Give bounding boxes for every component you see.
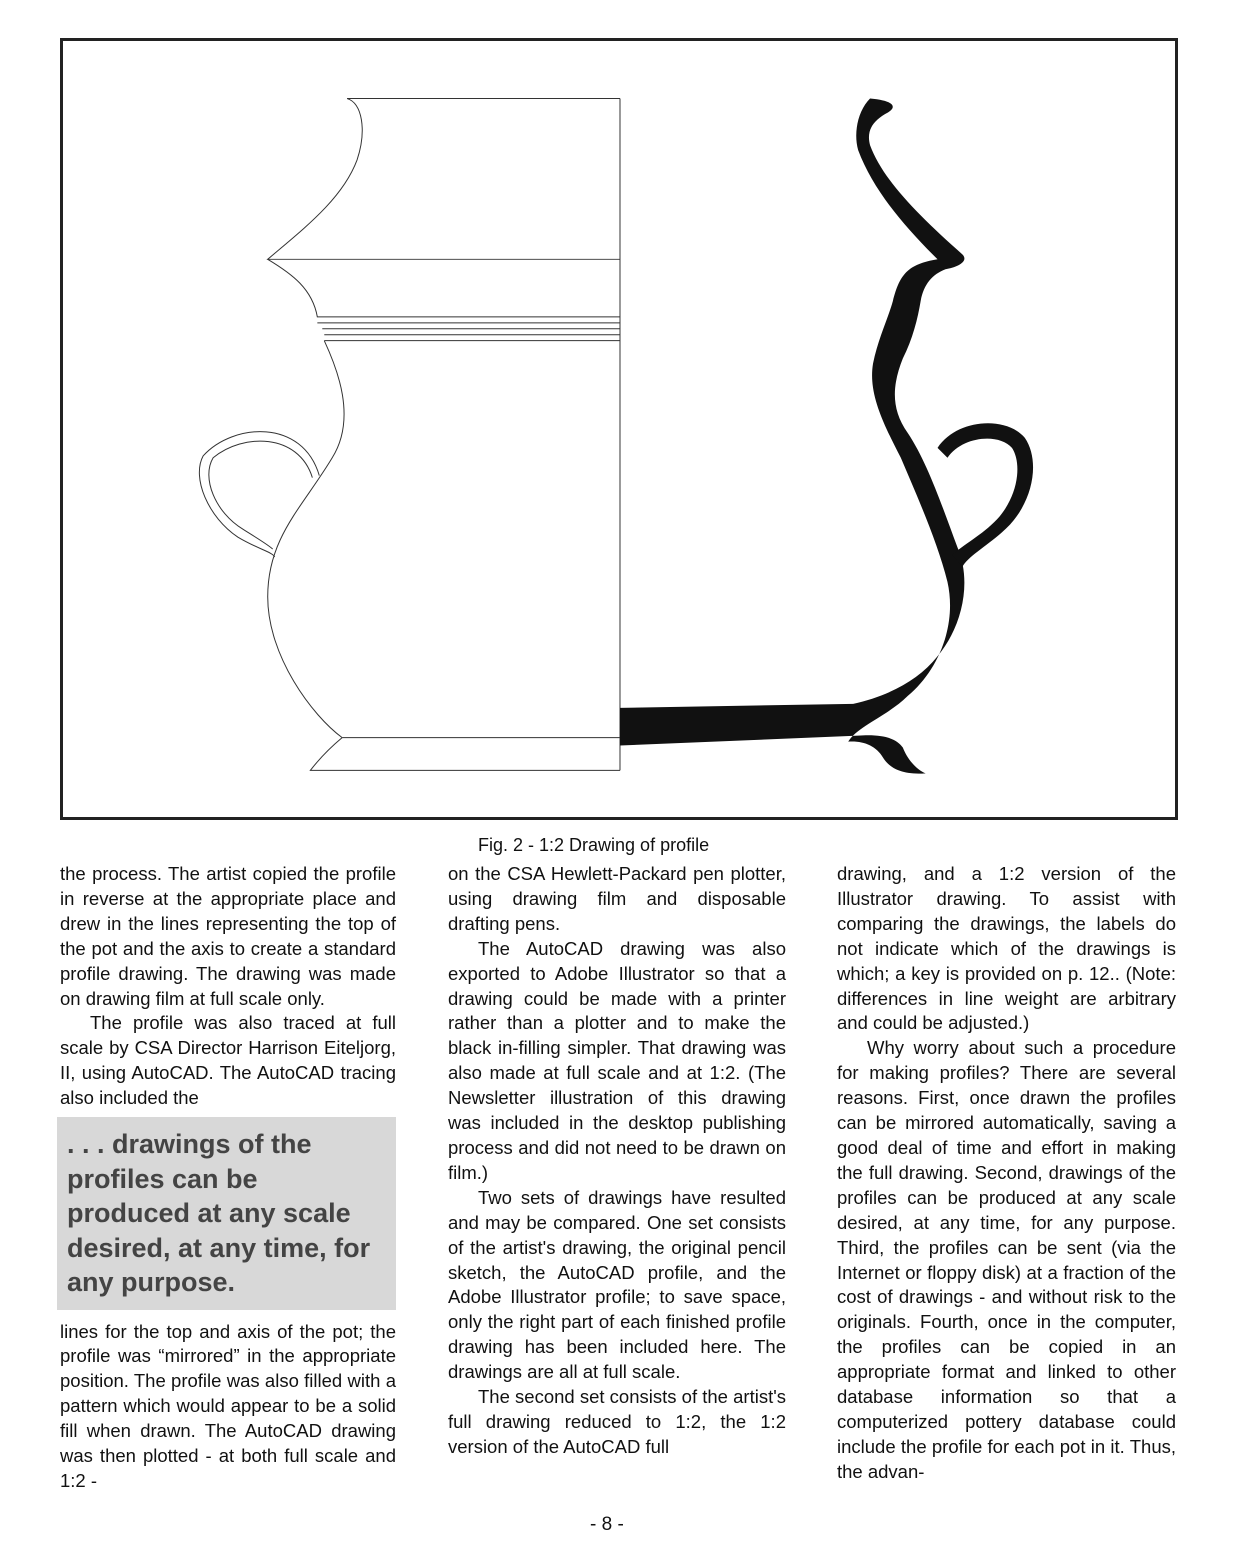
paragraph: Why worry about such a procedure for making profiles? There are several reasons. First, once drawn the profiles can be mirrored automatically, saving a good deal of time and effort in making the full drawing. Second, drawings of the profiles can be produced at any scale desired, at any time, for any purpose. Third, the profiles can be sent (via the Internet or floppy disk) at a fraction of the cost of drawings - and without risk to the originals. Fourth, once in the computer, the profiles can be copied in an appropriate format and linked to other database information so that a computerized pottery database could include the profile for each pot in it. Thus, the advan- (837, 1037, 1176, 1482)
paragraph: drawing, and a 1:2 version of the Illustrator drawing. To assist with comparing the drawings, the labels do not indicate which of the drawings is which; a key is provided on p. 12.. (Note: differences in line weight are arbitrary and could be adjusted.) (837, 863, 1176, 1034)
paragraph: the process. The artist copied the profile in reverse at the appropriate place and drew in the lines representing the top of the pot and the axis to create a standard profile drawing. The drawing was made on drawing film at full scale only. (60, 863, 396, 1009)
pot-profile-figure (60, 38, 1178, 820)
pot-profile-drawing (63, 41, 1175, 817)
page-number: - 8 - (590, 1514, 624, 1535)
paragraph: The profile was also traced at full scale by CSA Director Harrison Eiteljorg, II, using AutoCAD. The AutoCAD tracing also included the (60, 1012, 396, 1109)
text-column-2 (448, 862, 786, 1460)
paragraph: The second set consists of the artist's full drawing reduced to 1:2, the 1:2 version of the AutoCAD full (448, 1386, 786, 1457)
figure-caption: Fig. 2 - 1:2 Drawing of profile (478, 835, 710, 855)
text-column-1 (60, 862, 396, 1494)
pot-outline-left (199, 99, 620, 771)
pull-quote: . . . drawings of the profiles can be produced at any scale desired, at any time, for any purpose. (57, 1117, 396, 1310)
text-column-3 (837, 862, 1176, 1485)
paragraph: Two sets of drawings have resulted and may be compared. One set consists of the artist's drawing, the original pencil sketch, the AutoCAD profile, and the Adobe Illustrator profile; to save space, only the right part of each finished profile drawing has been included here. The drawings are all at full scale. (448, 1186, 786, 1383)
paragraph: on the CSA Hewlett-Packard pen plotter, using drawing film and disposable drafting pens. (448, 863, 786, 934)
paragraph: The AutoCAD drawing was also exported to Adobe Illustrator so that a drawing could be made with a printer rather than a plotter and to make the black in-filling simpler. That drawing was also made at full scale and at 1:2. (The Newsletter illustration of this drawing was included in the desktop publishing process and did not need to be drawn on film.) (448, 937, 786, 1183)
paragraph: lines for the top and axis of the pot; the profile was “mirrored” in the appropriate position. The profile was also filled with a pattern which would appear to be a solid fill when drawn. The AutoCAD drawing was then plotted - at both full scale and 1:2 - (60, 1320, 396, 1491)
pot-profile-right-solid (620, 99, 1033, 774)
